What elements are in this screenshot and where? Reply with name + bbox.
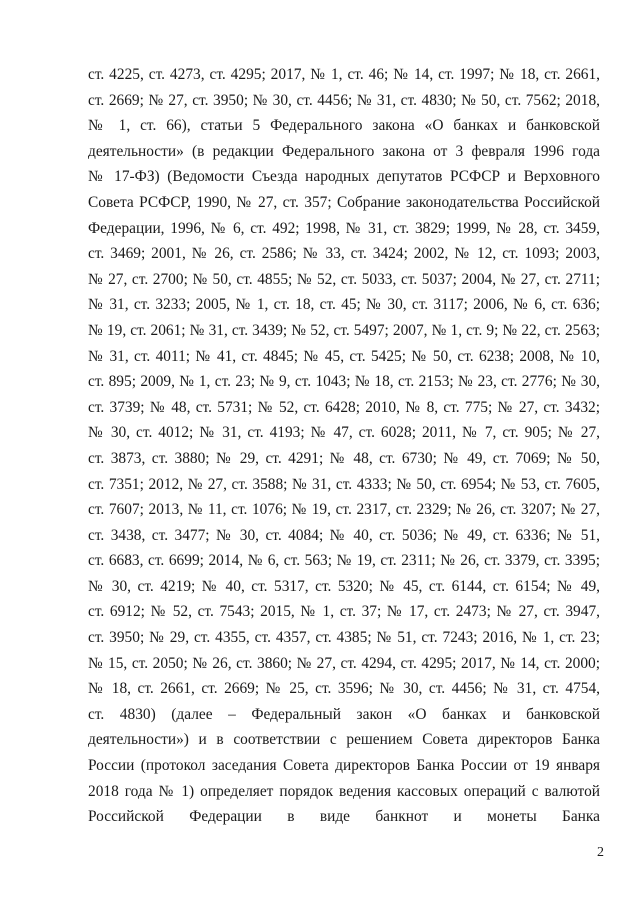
text-line: ст. 895; 2009, № 1, ст. 23; № 9, ст. 1043; № 18, ст. 2153; № 23, ст. 2776; № 30, — [88, 373, 600, 391]
text-line: № 31, ст. 3233; 2005, № 1, ст. 18, ст. 45; № 30, ст. 3117; 2006, № 6, ст. 636; — [88, 296, 600, 314]
body-text — [88, 62, 600, 830]
text-line: ст. 7351; 2012, № 27, ст. 3588; № 31, ст. 4333; № 50, ст. 6954; № 53, ст. 7605, — [88, 475, 600, 493]
text-line: ст. 3950; № 29, ст. 4355, ст. 4357, ст. 4385; № 51, ст. 7243; 2016, № 1, ст. 23; — [88, 629, 600, 647]
page-number: 2 — [597, 845, 604, 860]
text-line: № 15, ст. 2050; № 26, ст. 3860; № 27, ст. 4294, ст. 4295; 2017, № 14, ст. 2000; — [88, 654, 600, 672]
text-line: № 27, ст. 2700; № 50, ст. 4855; № 52, ст. 5033, ст. 5037; 2004, № 27, ст. 2711; — [88, 270, 600, 288]
text-line: № 17-ФЗ) (Ведомости Съезда народных депутатов РСФСР и Верховного — [88, 168, 600, 186]
text-line: ст. 3469; 2001, № 26, ст. 2586; № 33, ст. 3424; 2002, № 12, ст. 1093; 2003, — [88, 245, 600, 263]
text-line: ст. 7607; 2013, № 11, ст. 1076; № 19, ст. 2317, ст. 2329; № 26, ст. 3207; № 27, — [88, 501, 600, 519]
text-line: № 31, ст. 4011; № 41, ст. 4845; № 45, ст. 5425; № 50, ст. 6238; 2008, № 10, — [88, 347, 600, 365]
text-line: ст. 3873, ст. 3880; № 29, ст. 4291; № 48, ст. 6730; № 49, ст. 7069; № 50, — [88, 449, 600, 467]
text-line: № 30, ст. 4012; № 31, ст. 4193; № 47, ст. 6028; 2011, № 7, ст. 905; № 27, — [88, 424, 600, 442]
text-line: ст. 6912; № 52, ст. 7543; 2015, № 1, ст. 37; № 17, ст. 2473; № 27, ст. 3947, — [88, 603, 600, 621]
text-line: ст. 6683, ст. 6699; 2014, № 6, ст. 563; № 19, ст. 2311; № 26, ст. 3379, ст. 3395; — [88, 552, 600, 570]
text-line: ст. 2669; № 27, ст. 3950; № 30, ст. 4456; № 31, ст. 4830; № 50, ст. 7562; 2018, — [88, 91, 600, 109]
text-line: Совета РСФСР, 1990, № 27, ст. 357; Собрание законодательства Российской — [88, 193, 600, 211]
text-line: 2018 года № 1) определяет порядок ведения кассовых операций с валютой — [88, 782, 600, 800]
text-line: № 30, ст. 4219; № 40, ст. 5317, ст. 5320; № 45, ст. 6144, ст. 6154; № 49, — [88, 577, 600, 595]
text-line: ст. 3438, ст. 3477; № 30, ст. 4084; № 40, ст. 5036; № 49, ст. 6336; № 51, — [88, 526, 600, 544]
text-line: ст. 3739; № 48, ст. 5731; № 52, ст. 6428; 2010, № 8, ст. 775; № 27, ст. 3432; — [88, 398, 600, 416]
text-line: Федерации, 1996, № 6, ст. 492; 1998, № 31, ст. 3829; 1999, № 28, ст. 3459, — [88, 219, 600, 237]
text-line: деятельности» (в редакции Федерального закона от 3 февраля 1996 года — [88, 142, 600, 160]
text-line: № 1, ст. 66), статьи 5 Федерального закона «О банках и банковской — [88, 117, 600, 135]
text-line: ст. 4225, ст. 4273, ст. 4295; 2017, № 1, ст. 46; № 14, ст. 1997; № 18, ст. 2661, — [88, 66, 600, 83]
text-line: № 19, ст. 2061; № 31, ст. 3439; № 52, ст. 5497; 2007, № 1, ст. 9; № 22, ст. 2563; — [88, 321, 600, 339]
text-line: ст. 4830) (далее – Федеральный закон «О банках и банковской — [88, 705, 600, 723]
text-line: № 18, ст. 2661, ст. 2669; № 25, ст. 3596; № 30, ст. 4456; № 31, ст. 4754, — [88, 680, 600, 698]
text-line: Российской Федерации в виде банкнот и монеты Банка — [88, 808, 600, 826]
text-line: России (протокол заседания Совета директоров Банка России от 19 января — [88, 757, 600, 775]
text-line: деятельности») и в соответствии с решением Совета директоров Банка — [88, 731, 600, 749]
